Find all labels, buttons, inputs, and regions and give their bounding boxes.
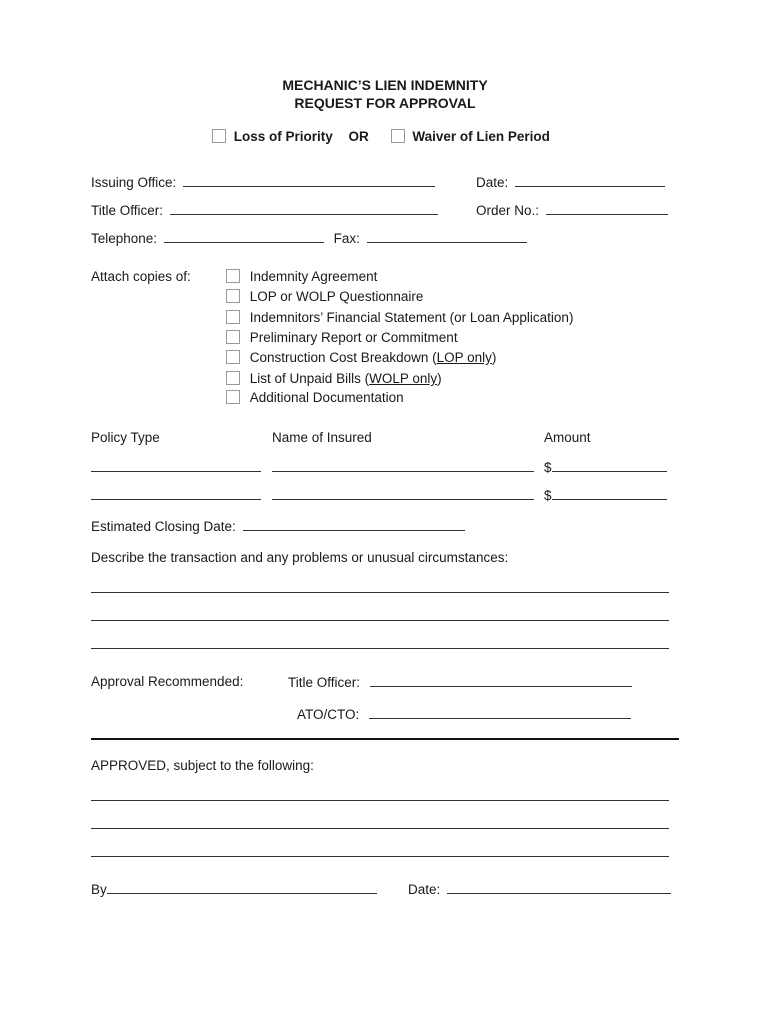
attach-item [226, 350, 496, 365]
loss-of-priority-checkbox[interactable] [212, 129, 226, 143]
attach-checkbox-questionnaire[interactable] [226, 289, 240, 303]
attach-label-unpaid-bills: List of Unpaid Bills (WOLP only) [249, 371, 442, 386]
policy-row [544, 459, 667, 475]
attach-checkbox-preliminary-report[interactable] [226, 330, 240, 344]
policy-row [272, 487, 534, 503]
title-officer-label: Title Officer: [91, 203, 164, 218]
telephone-field[interactable] [164, 230, 324, 243]
date-row [476, 174, 665, 190]
waiver-of-lien-period-checkbox[interactable] [391, 129, 405, 143]
policy-type-header: Policy Type [91, 430, 160, 445]
title-officer-field[interactable] [170, 202, 438, 215]
date-field[interactable] [515, 174, 665, 187]
attach-item [226, 390, 404, 405]
order-no-row [476, 202, 668, 218]
form-title-line2: REQUEST FOR APPROVAL [294, 95, 476, 111]
policy-row [544, 487, 667, 503]
attach-checkbox-construction-cost[interactable] [226, 350, 240, 364]
attach-item [226, 310, 573, 325]
by-row [91, 881, 377, 897]
attach-checkbox-indemnity-agreement[interactable] [226, 269, 240, 283]
attach-item [226, 330, 458, 345]
order-no-label: Order No.: [476, 203, 540, 218]
describe-line[interactable] [91, 592, 669, 593]
ato-cto-label: ATO/CTO: [297, 707, 360, 722]
attach-checkbox-financial-statement[interactable] [226, 310, 240, 324]
date-label: Date: [476, 175, 509, 190]
policy-type-field[interactable] [91, 487, 261, 500]
approval-recommended-label: Approval Recommended: [91, 674, 244, 689]
attach-label-preliminary-report: Preliminary Report or Commitment [249, 330, 458, 345]
approved-line[interactable] [91, 828, 669, 829]
bottom-date-label: Date: [408, 882, 441, 897]
approved-label: APPROVED, subject to the following: [91, 758, 314, 773]
attach-item [226, 371, 442, 386]
approval-title-officer-row [288, 674, 632, 690]
order-no-field[interactable] [546, 202, 668, 215]
policy-row [272, 459, 534, 475]
telephone-label: Telephone: [91, 231, 158, 246]
describe-label: Describe the transaction and any problems or unusual circumstances: [91, 550, 509, 565]
bottom-date-row [408, 881, 671, 897]
amount-field[interactable] [552, 459, 667, 472]
loss-of-priority-label: Loss of Priority [233, 129, 333, 144]
or-label: OR [348, 129, 369, 144]
attach-label-construction-cost: Construction Cost Breakdown (LOP only) [249, 350, 497, 365]
issuing-office-row [91, 174, 435, 190]
policy-row [91, 487, 261, 503]
describe-line[interactable] [91, 620, 669, 621]
bottom-date-field[interactable] [447, 881, 671, 894]
title-officer-row [91, 202, 438, 218]
issuing-office-label: Issuing Office: [91, 175, 177, 190]
dollar-sign: $ [544, 460, 552, 475]
dollar-sign: $ [544, 488, 552, 503]
attach-item [226, 269, 377, 284]
attach-label-questionnaire: LOP or WOLP Questionnaire [249, 289, 424, 304]
approved-line[interactable] [91, 800, 669, 801]
policy-row [91, 459, 261, 475]
form-title-line1: MECHANIC’S LIEN INDEMNITY [282, 77, 488, 93]
name-of-insured-field[interactable] [272, 459, 534, 472]
waiver-of-lien-period-label: Waiver of Lien Period [412, 129, 550, 144]
approval-title-officer-label: Title Officer: [288, 675, 361, 690]
telephone-row [91, 230, 527, 246]
name-of-insured-field[interactable] [272, 487, 534, 500]
attach-label-financial-statement: Indemnitors’ Financial Statement (or Loan Application) [249, 310, 574, 325]
attach-label-additional-documentation: Additional Documentation [249, 390, 404, 405]
estimated-closing-label: Estimated Closing Date: [91, 519, 236, 534]
describe-line[interactable] [91, 648, 669, 649]
estimated-closing-row [91, 518, 465, 534]
attach-checkbox-additional-documentation[interactable] [226, 390, 240, 404]
by-signature-field[interactable] [107, 881, 377, 894]
attach-item [226, 289, 423, 304]
approval-title-officer-field[interactable] [370, 674, 632, 687]
attach-checkbox-unpaid-bills[interactable] [226, 371, 240, 385]
attach-label-indemnity-agreement: Indemnity Agreement [249, 269, 378, 284]
issuing-office-field[interactable] [183, 174, 435, 187]
ato-cto-row [297, 706, 631, 722]
by-label: By [91, 882, 107, 897]
amount-header: Amount [544, 430, 591, 445]
approved-line[interactable] [91, 856, 669, 857]
section-divider [91, 738, 679, 740]
name-of-insured-header: Name of Insured [272, 430, 372, 445]
estimated-closing-field[interactable] [243, 518, 465, 531]
fax-field[interactable] [367, 230, 527, 243]
attach-label: Attach copies of: [91, 269, 191, 284]
type-choice [212, 129, 550, 144]
policy-type-field[interactable] [91, 459, 261, 472]
fax-label: Fax: [333, 231, 360, 246]
amount-field[interactable] [552, 487, 667, 500]
ato-cto-field[interactable] [369, 706, 631, 719]
